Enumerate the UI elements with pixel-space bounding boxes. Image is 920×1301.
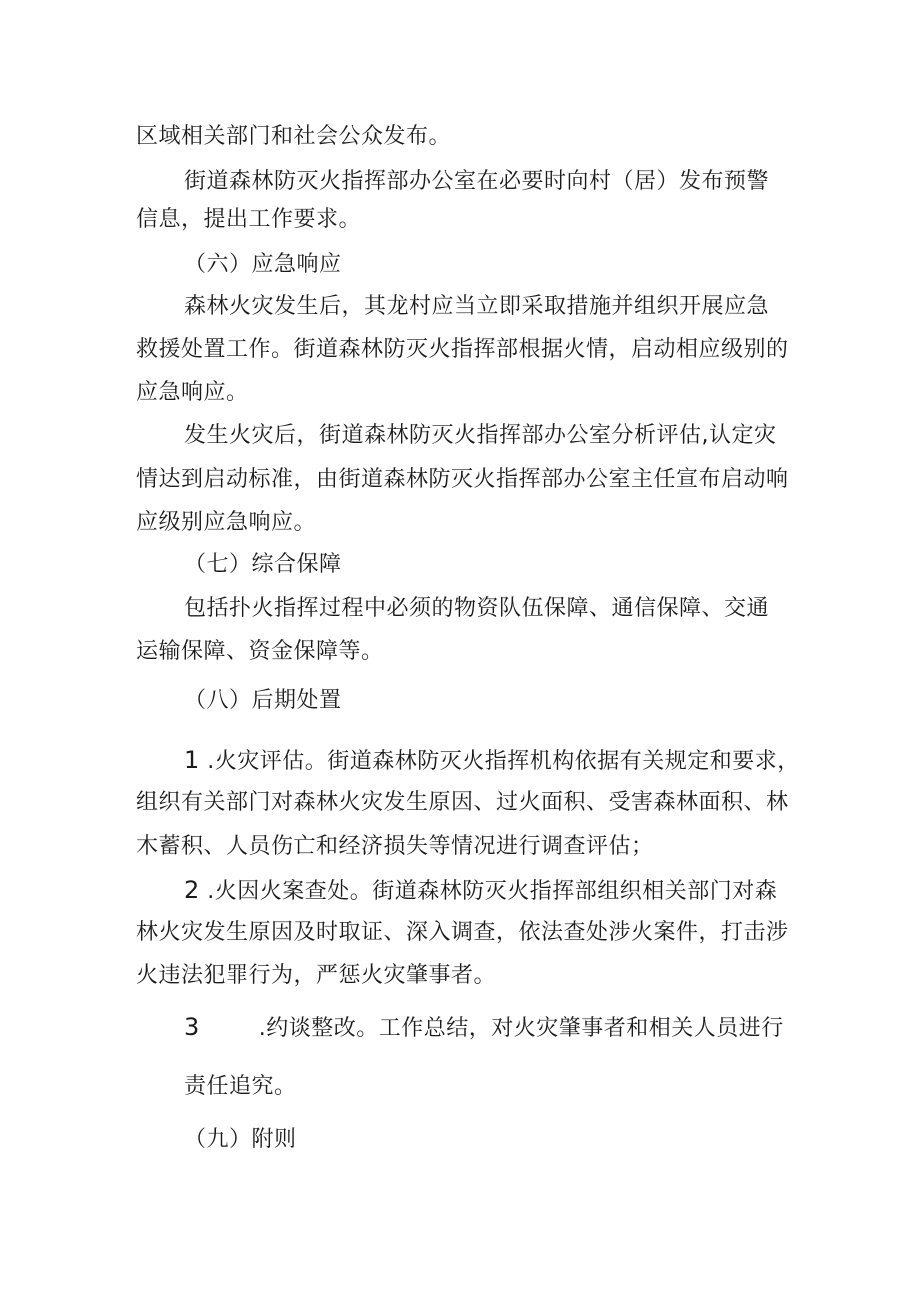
list-item-line [184, 1012, 784, 1044]
paragraph-line: 情达到启动标准，由街道森林防灭火指挥部办公室主任宣布启动响 [136, 467, 789, 492]
item-number: 2 [184, 876, 200, 904]
paragraph-line: 街道森林防灭火指挥部办公室在必要时向村（居）发布预警 [184, 169, 770, 194]
paragraph-line: 区域相关部门和社会公众发布。 [136, 124, 452, 149]
item-number: 1 [184, 746, 200, 774]
paragraph-line: 木蓄积、人员伤亡和经济损失等情况进行调查评估； [136, 834, 654, 859]
section-heading: （六）应急响应 [184, 252, 342, 277]
section-heading: （八）后期处置 [184, 688, 342, 713]
item-text: .火灾评估。街道森林防灭火指挥机构依据有关规定和要求， [207, 749, 800, 774]
list-item-line [184, 875, 777, 907]
paragraph-line: 林火灾发生原因及时取证、深入调查，依法查处涉火案件，打击涉 [136, 920, 789, 945]
item-text: .火因火案查处。街道森林防灭火指挥部组织相关部门对森 [207, 879, 778, 904]
paragraph-line: 森林火灾发生后，其龙村应当立即采取措施并组织开展应急 [184, 294, 770, 319]
section-heading: （七）综合保障 [184, 552, 342, 577]
paragraph-line: 救援处置工作。街道森林防灭火指挥部根据火情，启动相应级别的 [136, 337, 789, 362]
paragraph-line: 发生火灾后，街道森林防灭火指挥部办公室分析评估,认定灾 [184, 423, 777, 448]
item-text: .约谈整改。工作总结，对火灾肇事者和相关人员进行 [258, 1016, 784, 1041]
section-heading: （九）附则 [184, 1127, 297, 1152]
paragraph-line: 应急响应。 [136, 380, 249, 405]
list-item-line [184, 745, 800, 777]
paragraph-line: 包括扑火指挥过程中必须的物资队伍保障、通信保障、交通 [184, 596, 770, 621]
paragraph-line: 应级别应急响应。 [136, 510, 317, 535]
paragraph-line: 火违法犯罪行为，严惩火灾肇事者。 [136, 963, 497, 988]
paragraph-line: 组织有关部门对森林火灾发生原因、过火面积、受害森林面积、林 [136, 790, 789, 815]
paragraph-line: 责任追究。 [184, 1074, 297, 1099]
item-number: 3 [184, 1013, 200, 1041]
paragraph-line: 信息，提出工作要求。 [136, 207, 362, 232]
paragraph-line: 运输保障、资金保障等。 [136, 639, 384, 664]
